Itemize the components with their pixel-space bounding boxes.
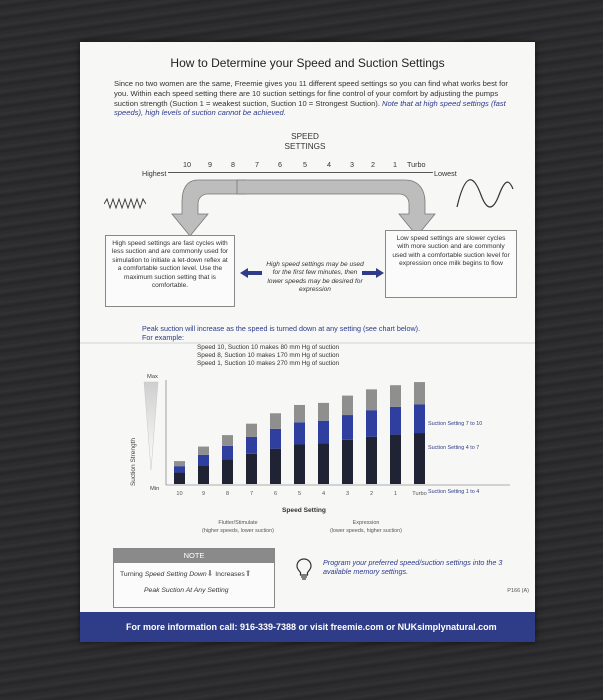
bar-segment xyxy=(270,429,281,449)
scale-number: 1 xyxy=(393,160,397,169)
high-speed-box: High speed settings are fast cycles with less suction and are commonly used for simulation to initiate a let-down reflex at a comfortable suction level. Use the maximum suction setting that is comfortable. xyxy=(105,235,235,307)
instruction-sheet xyxy=(80,42,535,642)
scale-number: 4 xyxy=(327,160,331,169)
bar-segment xyxy=(174,461,185,466)
document-code: P166 (A) xyxy=(507,588,529,594)
bar-segment xyxy=(198,465,209,484)
bar-segment xyxy=(246,454,257,484)
y-max-label: Max xyxy=(147,374,158,380)
bar-segment xyxy=(222,446,233,460)
scale-number: 2 xyxy=(371,160,375,169)
scale-number: 3 xyxy=(350,160,354,169)
bar-group xyxy=(174,382,425,484)
bar-segment xyxy=(342,415,353,440)
x-tick-label: 3 xyxy=(345,491,350,497)
bar-segment xyxy=(246,437,257,454)
bar-segment xyxy=(390,435,401,484)
expression-title: Expression xyxy=(352,520,380,526)
expression-sub: (lower speeds, higher suction) xyxy=(330,528,402,534)
bar-segment xyxy=(414,433,425,484)
bar-segment xyxy=(390,385,401,407)
up-arrow-icon: ⬆ xyxy=(244,569,252,578)
arrow-left-icon xyxy=(240,268,262,278)
x-tick-label: Turbo xyxy=(412,491,427,497)
note-line1 xyxy=(120,569,251,578)
scale-number: 9 xyxy=(208,160,212,169)
x-tick-label: 2 xyxy=(369,491,374,497)
x-tick-label: 9 xyxy=(201,491,206,497)
peak-line1: Peak suction will increase as the speed is turned down at any setting (see chart below). xyxy=(142,324,421,333)
bar-segment xyxy=(270,413,281,429)
bar-segment xyxy=(390,407,401,435)
scale-number: 7 xyxy=(255,160,259,169)
bar-segment xyxy=(342,440,353,484)
intro-text: Since no two women are the same, Freemie gives you 11 different speed settings so you can find what works best for you. Within each speed setting there are 10 suction settings for fine control of your comfort by adjusting the pumps suction strength (Suction 1 = weakest suction, Suction 10 = Strongest Suction). xyxy=(114,79,508,108)
low-speed-box: Low speed settings are slower cycles with more suction and are commonly used with a comfortable suction level for expression once milk begins to flow xyxy=(385,230,517,298)
arrow-right-icon xyxy=(362,268,384,278)
slow-wave-icon xyxy=(455,177,515,213)
note-peak: Peak xyxy=(144,587,160,594)
bar-segment xyxy=(318,403,329,421)
note-speed-text: Speed Setting Down xyxy=(144,571,207,578)
x-tick-label: 1 xyxy=(393,491,398,497)
legend-4-7: Suction Setting 4 to 7 xyxy=(428,445,480,451)
bar-segment xyxy=(318,443,329,484)
bar-segment xyxy=(366,410,377,436)
note-box xyxy=(113,548,275,608)
program-note: Program your preferred speed/suction settings into the 3 available memory settings. xyxy=(323,558,503,576)
example-line: Speed 8, Suction 10 makes 170 mm Hg of suction xyxy=(197,352,340,360)
note-word: Turning xyxy=(120,571,143,578)
x-tick-label: 4 xyxy=(321,491,326,497)
suction-chart xyxy=(110,370,520,545)
bar-segment xyxy=(246,424,257,437)
bar-segment xyxy=(366,437,377,484)
note-suction-text: Suction At Any Setting xyxy=(161,587,229,594)
bar-segment xyxy=(294,444,305,484)
highest-label: Highest xyxy=(142,169,167,178)
bar-segment xyxy=(222,435,233,446)
bar-segment xyxy=(414,382,425,404)
page-title: How to Determine your Speed and Suction Settings xyxy=(170,56,445,70)
flutter-title: Flutter/Stimulate xyxy=(218,520,258,526)
note-header: NOTE xyxy=(114,549,274,563)
bar-segment xyxy=(174,473,185,484)
down-arrow-icon: ⬇ xyxy=(206,569,214,578)
intro-paragraph xyxy=(114,79,517,118)
legend-1-4: Suction Setting 1 to 4 xyxy=(428,489,480,495)
x-tick-label: 10 xyxy=(176,491,183,497)
lowest-label: Lowest xyxy=(434,169,457,178)
bar-segment xyxy=(318,421,329,444)
bar-segment xyxy=(342,396,353,415)
flutter-sub: (higher speeds, lower suction) xyxy=(202,528,274,534)
bar-segment xyxy=(174,466,185,472)
bar-segment xyxy=(366,389,377,410)
bar-segment xyxy=(198,455,209,465)
x-tick-label: 7 xyxy=(249,491,254,497)
speed-title-line1: SPEED xyxy=(291,132,319,141)
speed-scale-line xyxy=(168,172,433,173)
scale-number: 6 xyxy=(278,160,282,169)
fast-wave-icon xyxy=(104,197,146,211)
y-axis-label: Suction Strength xyxy=(130,437,137,487)
bar-segment xyxy=(270,449,281,484)
note-line2 xyxy=(144,587,229,594)
bar-segment xyxy=(414,405,425,434)
bar-segment xyxy=(294,405,305,422)
scale-number: 5 xyxy=(303,160,307,169)
suction-wedge xyxy=(144,382,158,470)
scale-number: Turbo xyxy=(407,160,426,169)
peak-line2: For example: xyxy=(142,333,184,342)
y-min-label: Min xyxy=(150,486,160,492)
example-line: Speed 1, Suction 10 makes 270 mm Hg of suction xyxy=(197,360,340,368)
example-line: Speed 10, Suction 10 makes 80 mm Hg of suction xyxy=(197,344,340,351)
examples-list xyxy=(197,344,339,369)
peak-suction-text xyxy=(142,324,420,342)
x-tick-label: 5 xyxy=(297,491,302,497)
contact-footer: For more information call: 916-339-7388 or visit freemie.com or NUKsimplynatural.com xyxy=(80,612,535,642)
x-tick-label: 6 xyxy=(273,491,278,497)
speed-title-line2: SETTINGS xyxy=(284,142,326,151)
legend-7-10: Suction Setting 7 to 10 xyxy=(428,421,483,427)
scale-number: 10 xyxy=(183,160,191,169)
scale-number: 8 xyxy=(231,160,235,169)
lightbulb-icon xyxy=(296,558,312,580)
bar-segment xyxy=(294,422,305,444)
x-tick-group xyxy=(176,491,426,497)
middle-note: High speed settings may be used for the first few minutes, then lower speeds may be desired for expression xyxy=(266,261,364,294)
speed-settings-title xyxy=(275,132,335,152)
note-increases: Increases xyxy=(215,571,245,578)
bar-segment xyxy=(198,447,209,455)
intro-italic-note: Note that at high speed settings (fast speeds), high levels of suction cannot be achieved. xyxy=(114,98,506,118)
x-axis-label: Speed Setting xyxy=(282,507,326,514)
bar-segment xyxy=(222,460,233,484)
x-tick-label: 8 xyxy=(225,491,230,497)
